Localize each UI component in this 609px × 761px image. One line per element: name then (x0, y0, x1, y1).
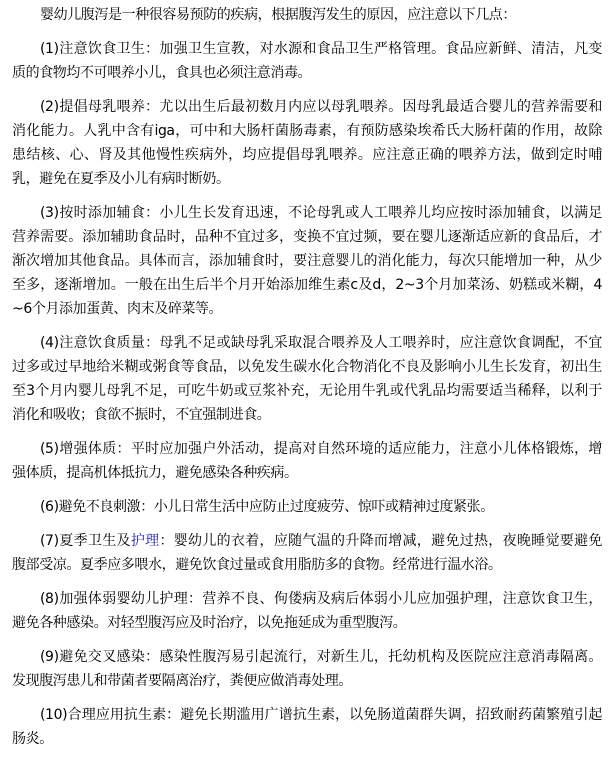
paragraph-line: 至多，逐渐增加。一般在出生后半个月开始添加维生素c及d，2~3个月加菜汤、奶糕或米糊，4 (12, 277, 602, 293)
paragraph-line: (8)加强体弱婴幼儿护理：营养不良、佝偻病及病后体弱小儿应加强护理，注意饮食卫生， (40, 591, 602, 607)
tip-4-diet-quality (12, 331, 602, 427)
paragraph-line: 消化和吸收；食欲不振时，不宜强制进食。 (12, 407, 271, 423)
nursing-care-link[interactable]: 护理 (130, 533, 160, 549)
paragraph-line: 质的食物均不可喂养小儿，食具也必须注意消毒。 (12, 65, 312, 81)
tip-7-summer-care (12, 529, 602, 577)
article-body (12, 3, 602, 761)
paragraph-line: 患结核、心、肾及其他慢性疾病外，均应提倡母乳喂养。应注意正确的喂养方法，做到定时哺 (12, 147, 602, 163)
tip-1-diet-hygiene (12, 37, 602, 85)
paragraph-line: (3)按时添加辅食：小儿生长发育迅速，不论母乳或人工喂养儿均应按时添加辅食，以满足 (40, 205, 602, 221)
paragraph-line: 营养需要。添加辅助食品时，品种不宜过多，变换不宜过频，要在婴儿逐渐适应新的食品后，才 (12, 229, 602, 245)
paragraph-line: ~6个月添加蛋黄、肉末及碎菜等。 (12, 301, 223, 317)
tip-8-weak-infant-care (12, 587, 602, 635)
paragraph-line: (5)增强体质：平时应加强户外活动，提高对自然环境的适应能力，注意小儿体格锻炼，增 (40, 441, 602, 457)
tip-7-prefix: (7)夏季卫生及 (40, 533, 131, 549)
paragraph-line: 强体质，提高机体抵抗力，避免感染各种疾病。 (12, 465, 298, 481)
paragraph-line: 肠炎。 (12, 731, 53, 747)
paragraph-line: 腹部受凉。夏季应多喂水，避免饮食过量或食用脂肪多的食物。经常进行温水浴。 (12, 557, 502, 573)
paragraph-line: (10)合理应用抗生素：避免长期滥用广谱抗生素，以免肠道菌群失调，招致耐药菌繁殖引起 (40, 707, 602, 723)
paragraph-line: 乳，避免在夏季及小儿有病时断奶。 (12, 171, 230, 187)
paragraph-line (12, 529, 602, 553)
tip-2-breastfeeding (12, 95, 602, 191)
intro-paragraph (12, 3, 602, 27)
paragraph-line: 至3个月内婴儿母乳不足，可吃牛奶或豆浆补充，无论用牛乳或代乳品均需要适当稀释，以利于 (12, 383, 602, 399)
tip-7-suffix: ：婴幼儿的衣着，应随气温的升降而增减，避免过热，夜晚睡觉要避免 (159, 533, 602, 549)
paragraph-line: (2)提倡母乳喂养：尤以出生后最初数月内应以母乳喂养。因母乳最适合婴儿的营养需要和 (40, 99, 602, 115)
paragraph-line: 避免各种感染。对轻型腹泻应及时治疗，以免拖延成为重型腹泻。 (12, 615, 407, 631)
paragraph-line: 消化能力。人乳中含有iga，可中和大肠杆菌肠毒素，有预防感染埃希氏大肠杆菌的作用，故除 (12, 123, 602, 139)
paragraph-line: (1)注意饮食卫生：加强卫生宣教，对水源和食品卫生严格管理。食品应新鲜、清洁，凡变 (40, 41, 602, 57)
paragraph-line: (6)避免不良刺激：小儿日常生活中应防止过度疲劳、惊吓或精神过度紧张。 (40, 499, 494, 515)
paragraph-line: 过多或过早地给米糊或粥食等食品，以免发生碳水化合物消化不良及影响小儿生长发育，初出生 (12, 359, 602, 375)
tip-5-physique (12, 437, 602, 485)
paragraph-line: (4)注意饮食质量：母乳不足或缺母乳采取混合喂养及人工喂养时，应注意饮食调配，不宜 (40, 335, 602, 351)
tip-3-complementary-food (12, 201, 602, 321)
intro-line: 婴幼儿腹泻是一种很容易预防的疾病，根据腹泻发生的原因，应注意以下几点： (40, 7, 516, 23)
tip-6-avoid-stimulation (12, 495, 602, 519)
paragraph-line: 发现腹泻患儿和带菌者要隔离治疗，粪便应做消毒处理。 (12, 673, 352, 689)
tip-9-cross-infection (12, 645, 602, 693)
paragraph-line: 渐次增加其他食品。具体而言，添加辅食时，要注意婴儿的消化能力，每次只能增加一种，从少 (12, 253, 602, 269)
paragraph-line: (9)避免交叉感染：感染性腹泻易引起流行，对新生儿，托幼机构及医院应注意消毒隔离。 (40, 649, 602, 665)
tip-10-antibiotics (12, 703, 602, 751)
